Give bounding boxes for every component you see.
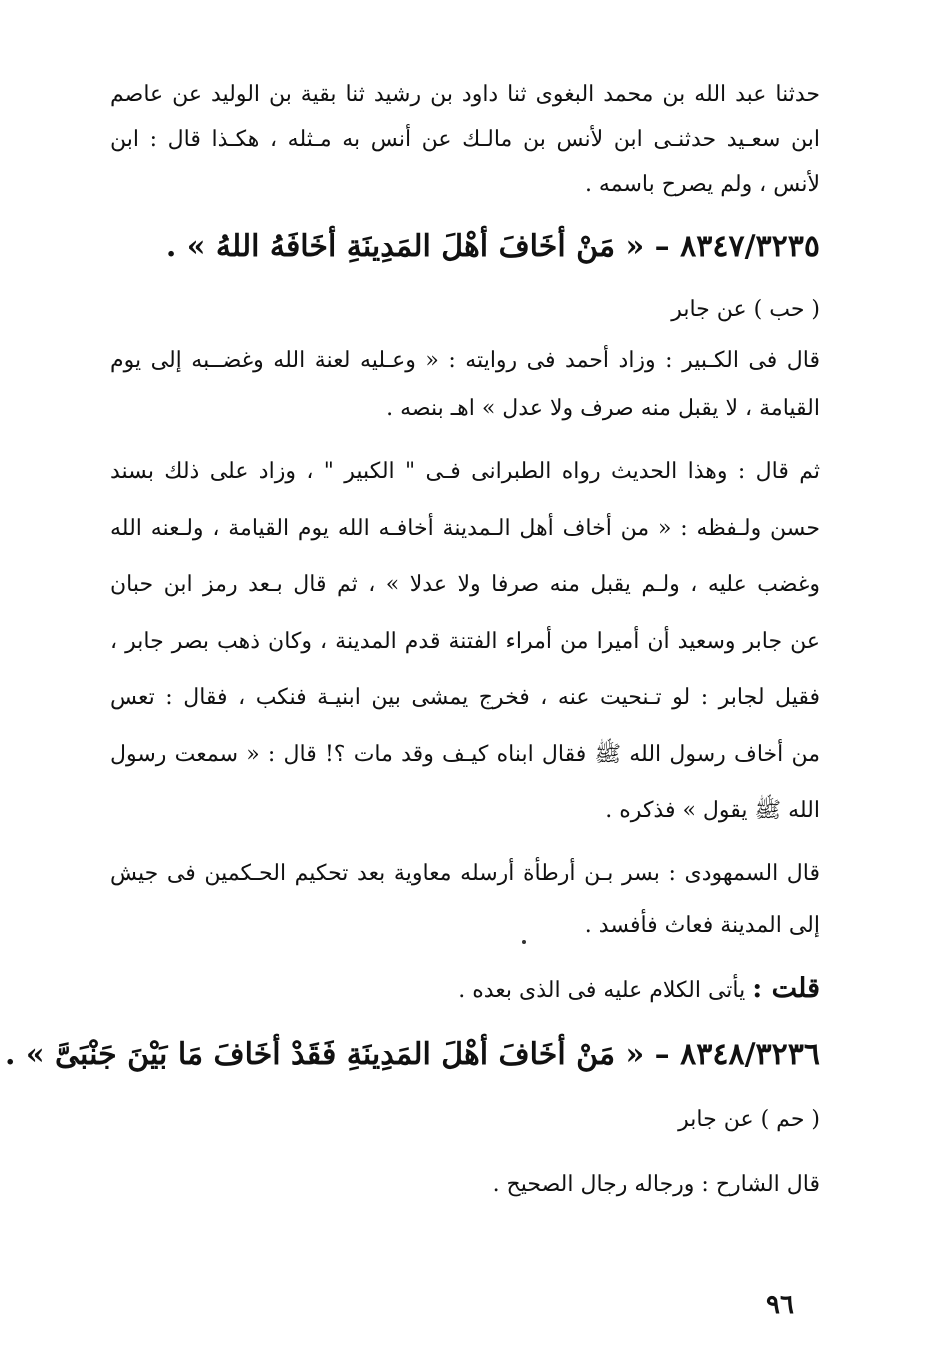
qult-text: يأتى الكلام عليه فى الذى بعده . (458, 978, 746, 1003)
text-line: حدثنا عبد الله بن محمد البغوى ثنا داود بن رشيد ثنا بقية بن الوليد عن عاصم (110, 82, 820, 107)
text-line: وغضب عليه ، ولـم يقبل منه صرفا ولا عدلا » ، ثم قال بـعد رمز ابن حبان (110, 572, 820, 597)
text-line: قال فى الكـبير : وزاد أحمد فى روايته : « وعـليه لعنة الله وغضــبه إلى يوم (110, 348, 820, 373)
text-line: عن جابر وسعيد أن أميرا من أمراء الفتنة قدم المدينة ، وكان ذهب بصر جابر ، (110, 628, 820, 654)
text-line: قال الشارح : ورجاله رجال الصحيح . (492, 1172, 820, 1197)
paragraph-samhudi (110, 848, 820, 952)
text-line: إلى المدينة فعاث فأفسد . (584, 913, 820, 938)
paragraph-isnad (110, 72, 820, 207)
text-line: من أخاف رسول الله ﷺ فقال ابناه كيـف وقد مات ؟! قال : « سمعت رسول (110, 741, 820, 767)
text-line: قال السمهودى : بسر بـن أرطأة أرسله معاوية بعد تحكيم الحـكمين فى جيش (110, 861, 820, 886)
hadith-text: ٨٣٤٧/٣٢٣٥ – « مَنْ أخَافَ أهْلَ المَدِينَةِ أخَافَهُ اللهُ » . (165, 229, 820, 264)
paragraph-qult (110, 966, 820, 1014)
paragraph-kabir (110, 337, 820, 433)
source-ref-1 (110, 290, 820, 330)
paragraph-tabarani (110, 444, 820, 840)
source-text: ( حم ) عن جابر (678, 1107, 820, 1132)
hadith-8348 (4, 1030, 820, 1080)
text-line: ابن سعـيد حدثنـى ابن لأنس بن مالـك عن أنس به مـثله ، هكـذا قال : ابن (110, 127, 820, 152)
hadith-8347 (110, 222, 820, 272)
page-number: ٩٦ (766, 1290, 794, 1320)
hadith-text: ٨٣٤٨/٣٢٣٦ – « مَنْ أخَافَ أهْلَ المَدِينَةِ فَقَدْ أخَافَ مَا بَيْنَ جَنْبَىَّ » . (4, 1037, 820, 1072)
text-line: حسن ولـفظه : « من أخاف أهل الـمدينة أخافـه الله يوم القيامة ، ولـعنه الله (110, 515, 820, 541)
paragraph-sharih (110, 1163, 820, 1207)
text-line: القيامة ، لا يقبل منه صرف ولا عدل » اهـ بنصه . (386, 396, 820, 421)
qult-line (110, 966, 820, 1014)
text-line: لأنس ، ولم يصرح باسمه . (584, 172, 820, 197)
text-line: الله ﷺ يقول » فذكره . (605, 798, 820, 823)
stray-dot (522, 940, 526, 944)
text-line: فقيل لجابر : لو تـنحيت عنه ، فخرج يمشى بين ابنيـة فنكب ، فقال : تعس (110, 685, 820, 710)
text-line: ثم قال : وهذا الحديث رواه الطبرانى فـى " الكبير " ، وزاد على ذلك بسند (110, 459, 820, 484)
source-text: ( حب ) عن جابر (671, 297, 820, 322)
qult-label: قلت : (752, 973, 820, 1004)
source-ref-2 (110, 1100, 820, 1140)
